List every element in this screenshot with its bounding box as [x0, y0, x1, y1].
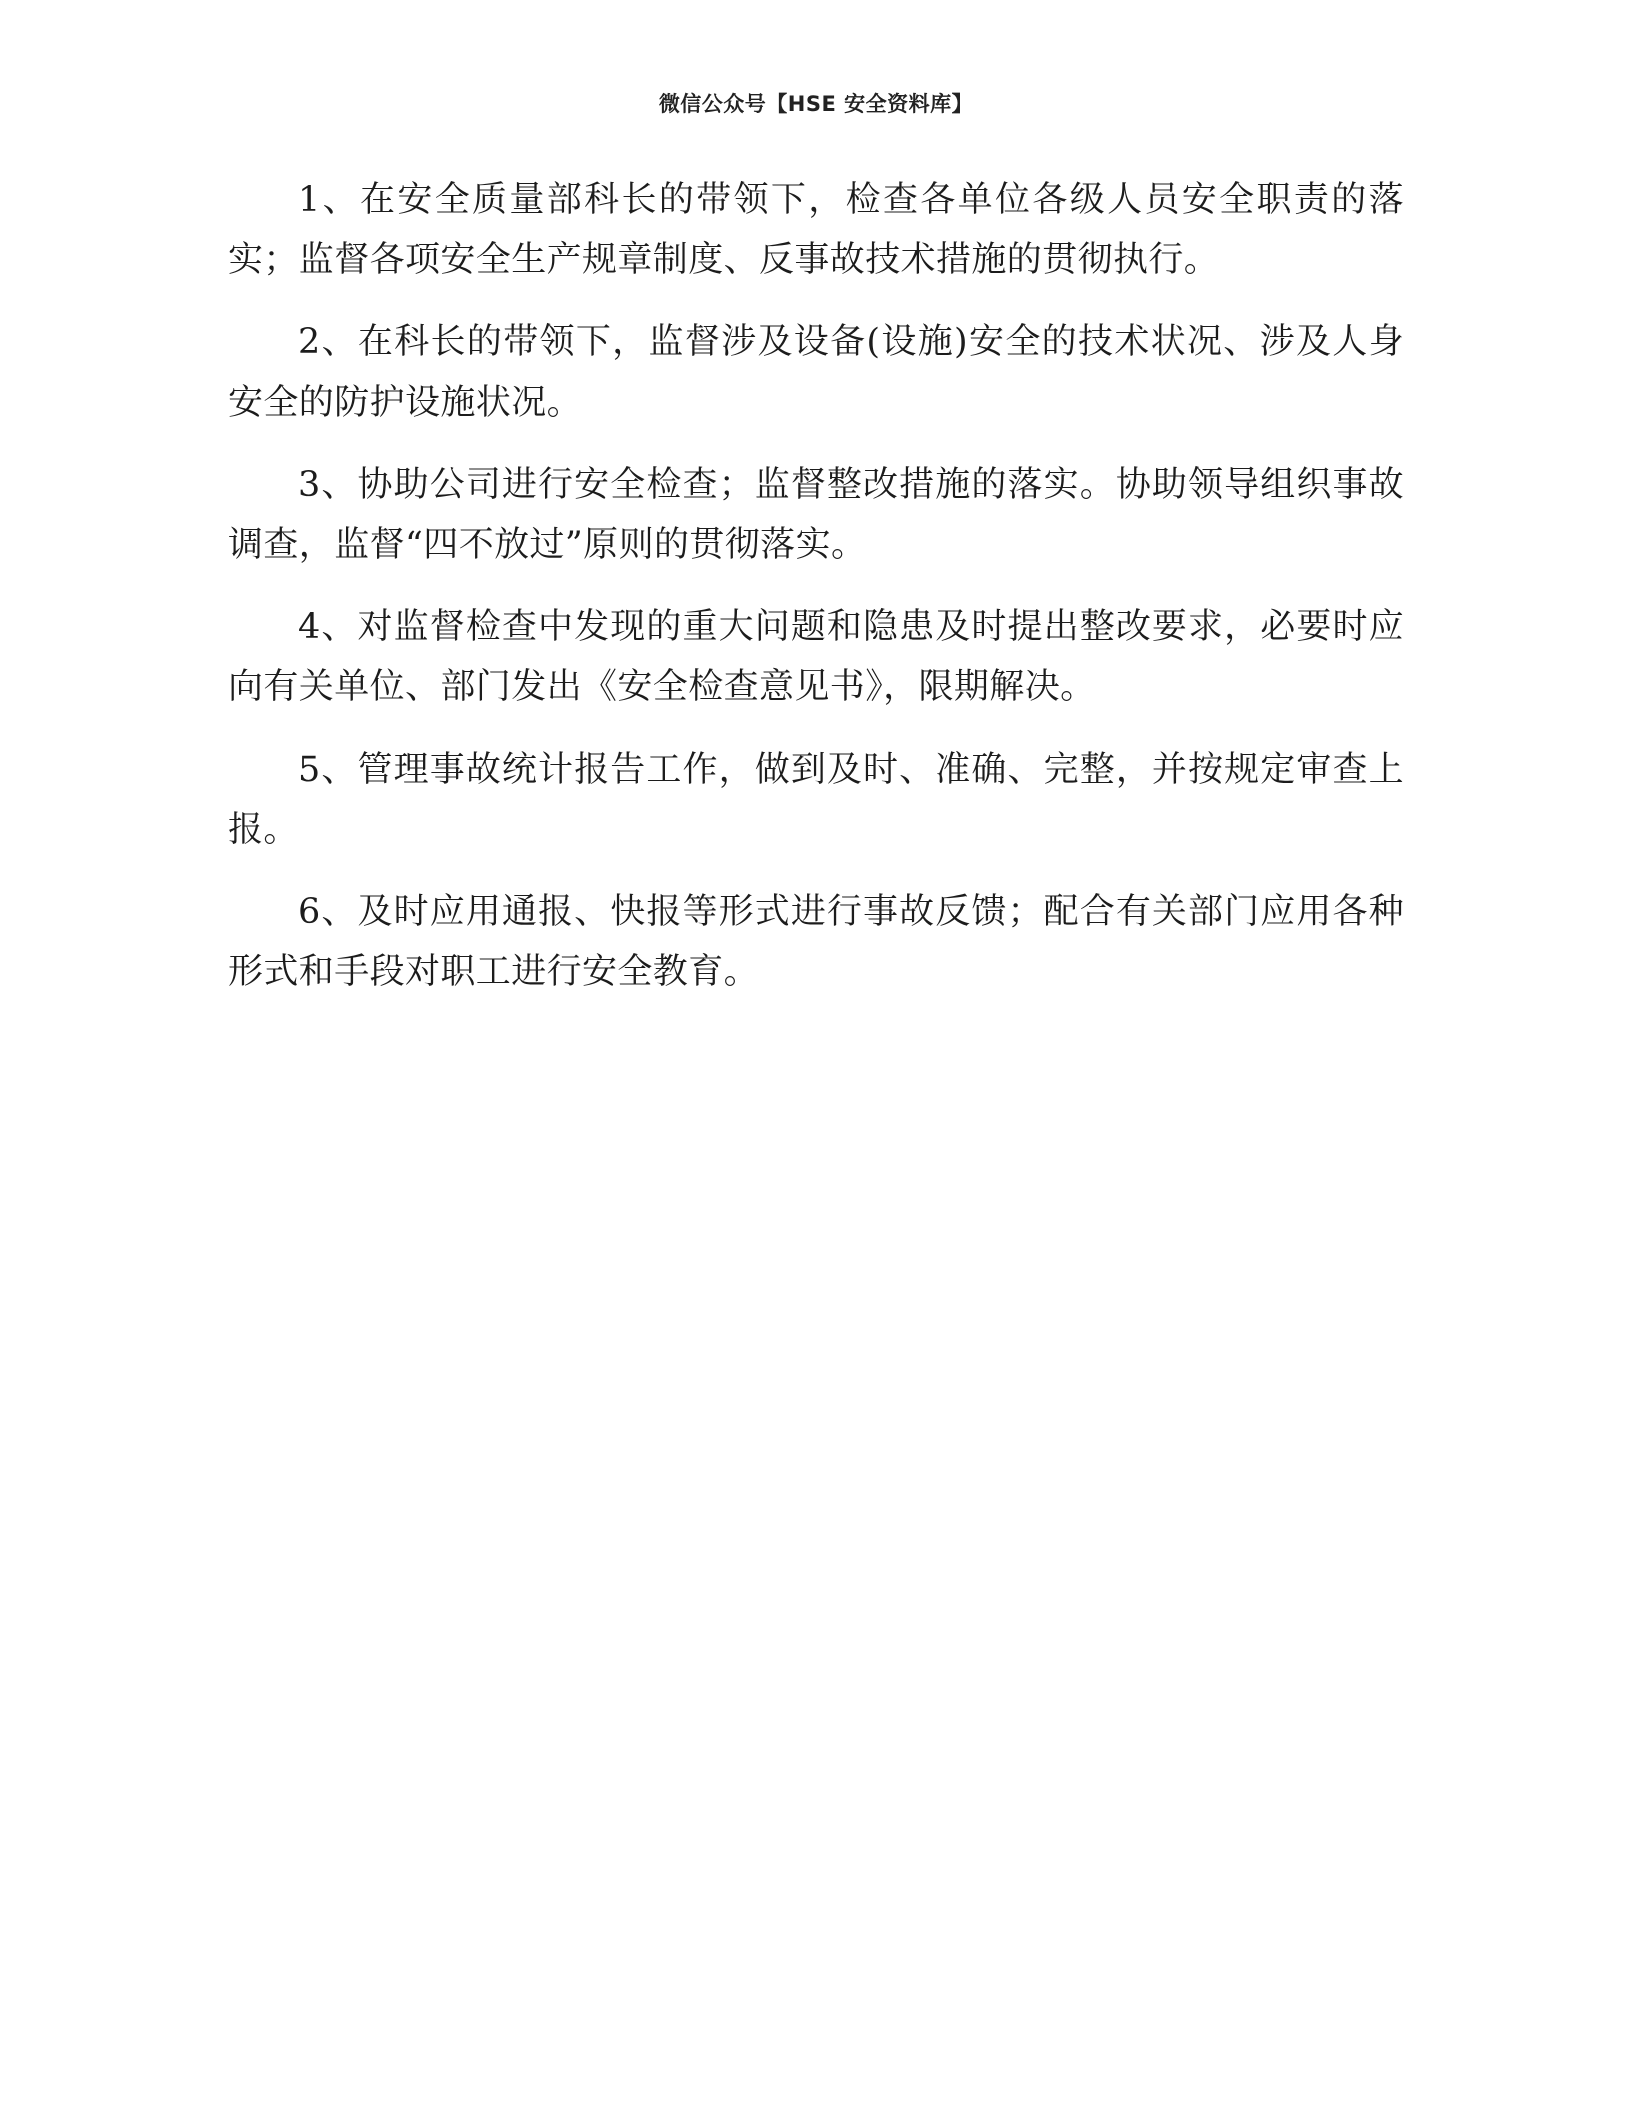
paragraph-item: 4、对监督检查中发现的重大问题和隐患及时提出整改要求，必要时应向有关单位、部门发出《安全检查意见书》，限期解决。 — [228, 607, 1404, 708]
page-header-watermark: 微信公众号【HSE 安全资料库】 — [658, 92, 974, 116]
document-body — [0, 170, 1632, 1002]
paragraph-item: 1、在安全质量部科长的带领下，检查各单位各级人员安全职责的落实；监督各项安全生产规章制度、反事故技术措施的贯彻执行。 — [228, 180, 1404, 281]
paragraph-item: 2、在科长的带领下，监督涉及设备(设施)安全的技术状况、涉及人身安全的防护设施状况。 — [228, 322, 1404, 423]
paragraph-item: 5、管理事故统计报告工作，做到及时、准确、完整，并按规定审查上报。 — [228, 749, 1404, 850]
paragraph-item: 3、协助公司进行安全检查；监督整改措施的落实。协助领导组织事故调查，监督“四不放过”原则的贯彻落实。 — [228, 464, 1404, 565]
paragraph-item: 6、及时应用通报、快报等形式进行事故反馈；配合有关部门应用各种形式和手段对职工进行安全教育。 — [228, 891, 1404, 993]
